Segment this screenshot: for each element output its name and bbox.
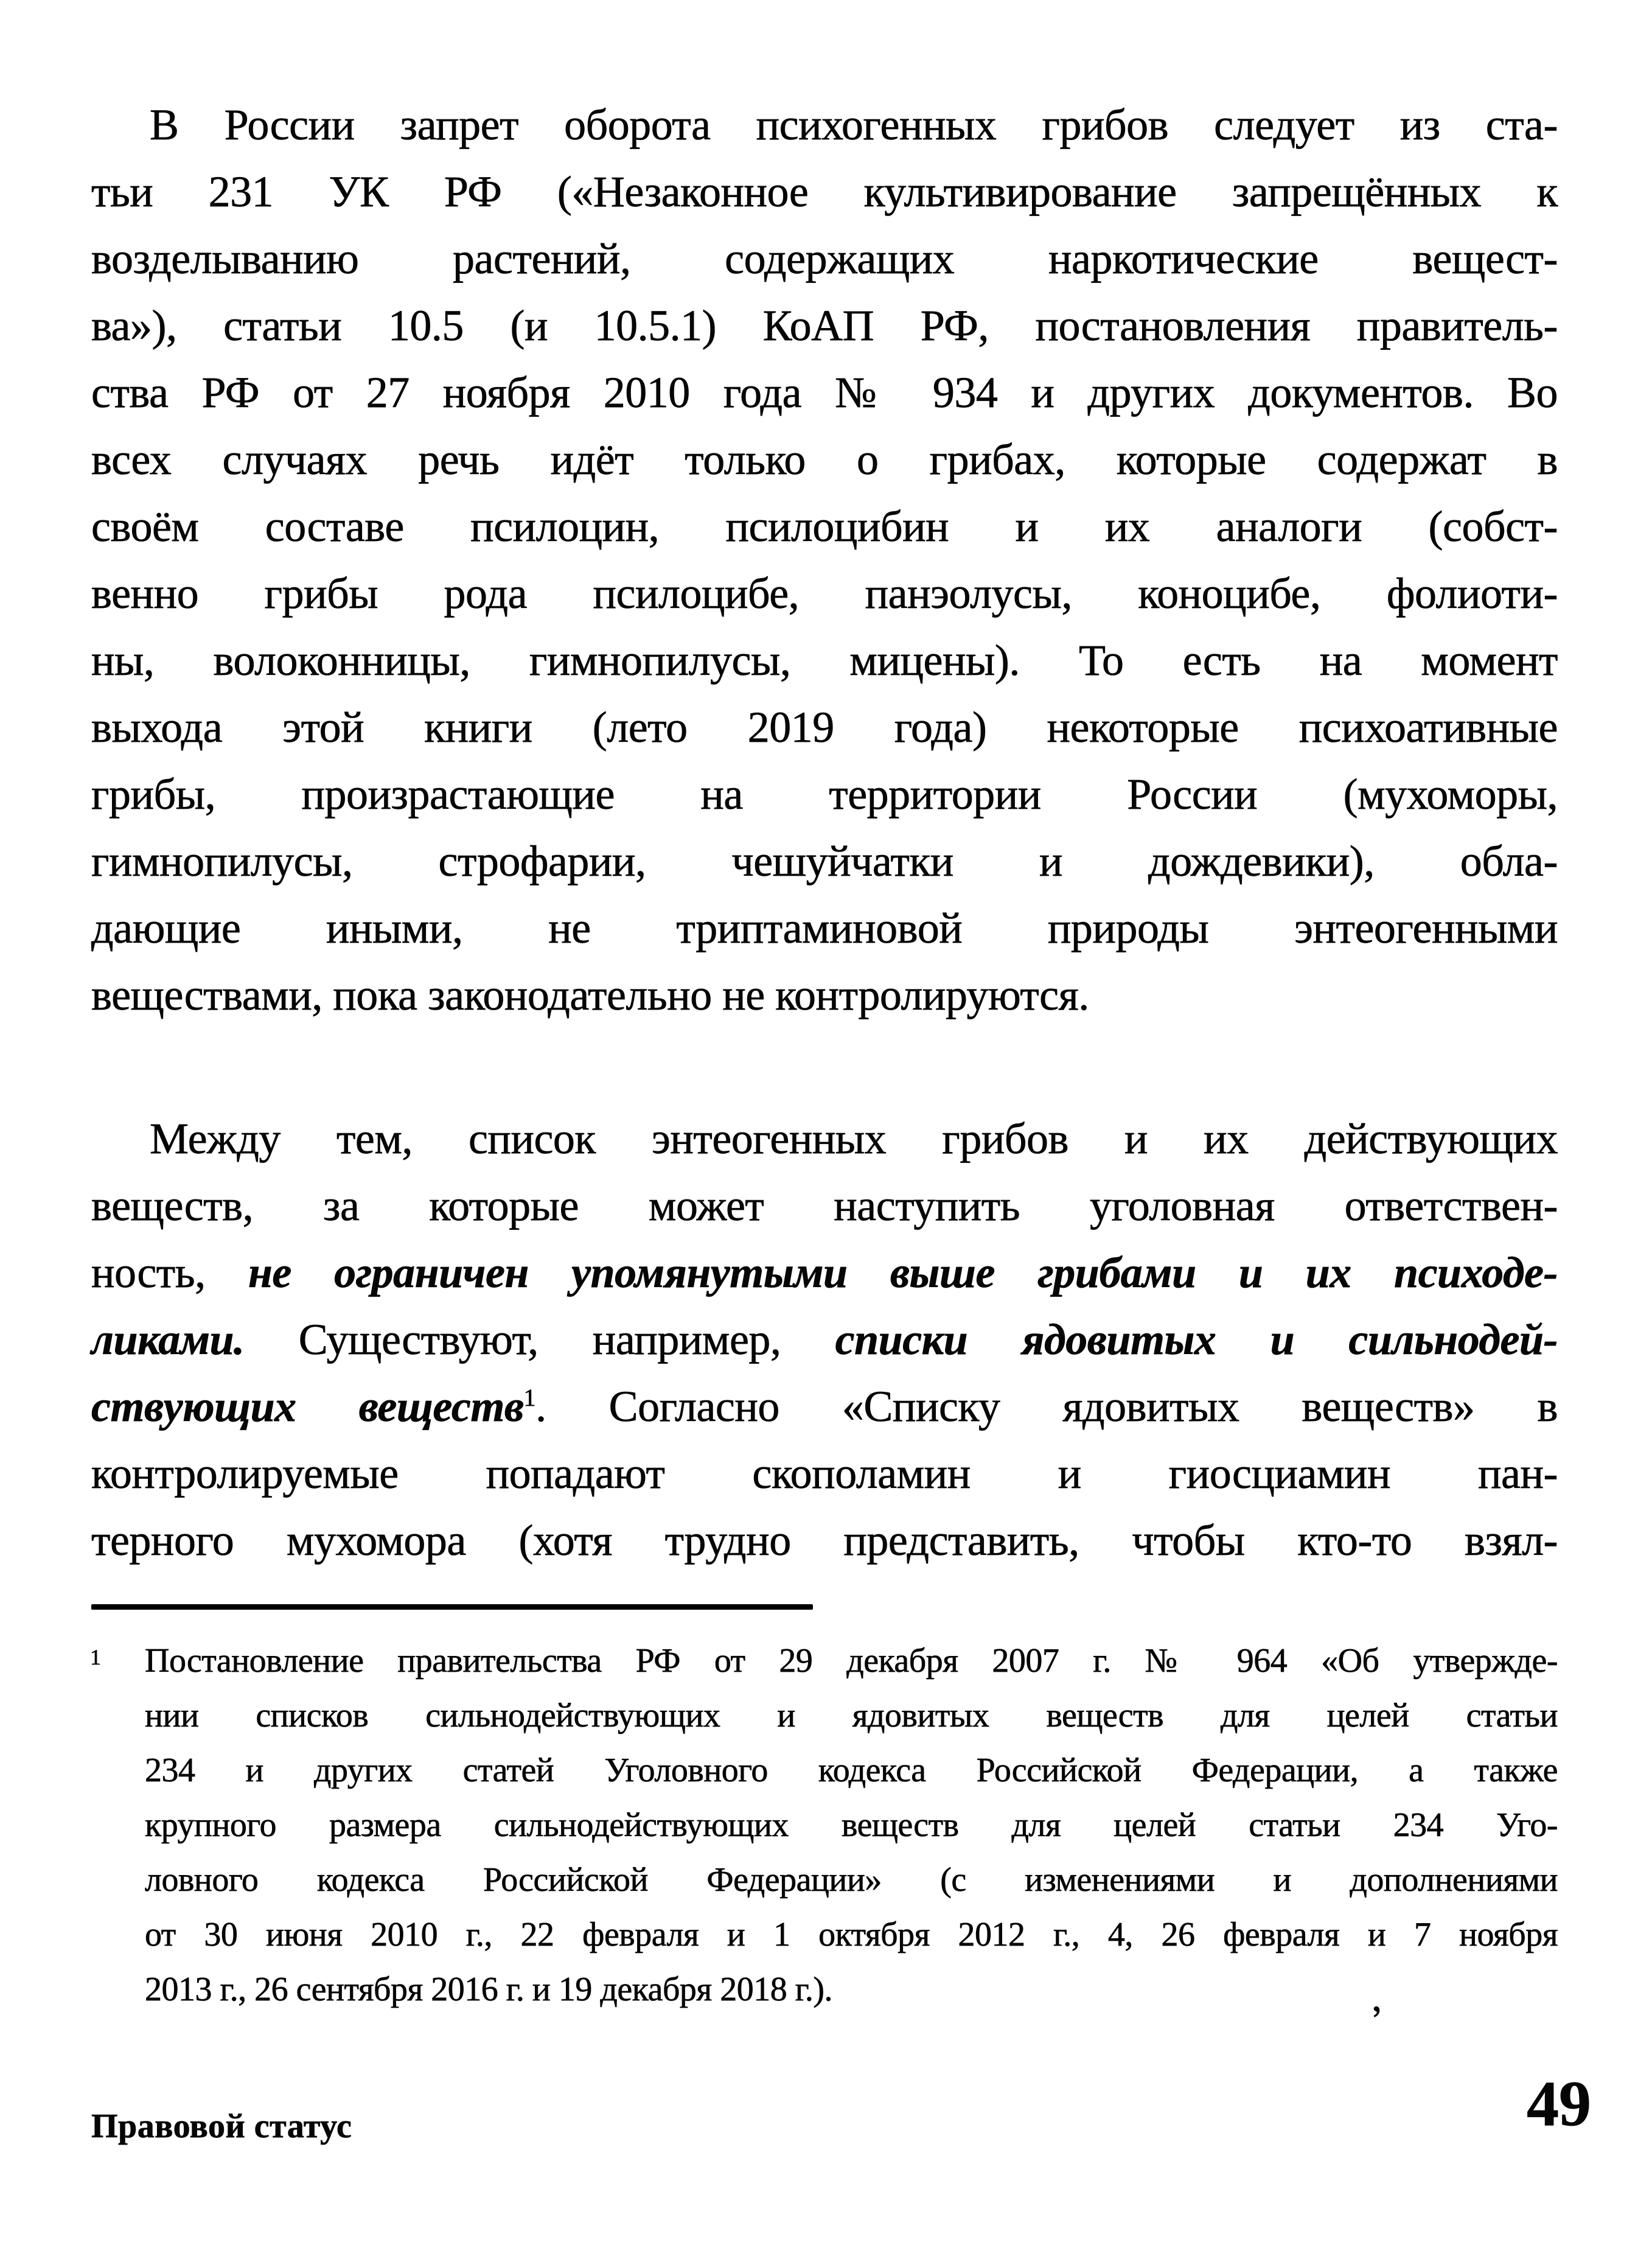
text-line: контролируемые попадают скополамин и гиосциамин пан- <box>91 1449 1558 1498</box>
emphasis-text: не ограничен упомянутыми выше грибами и их психоде- <box>248 1248 1558 1297</box>
regular-text: ность, <box>91 1248 248 1297</box>
footnote-text: Постановление правительства РФ от 29 декабря 2007 г. № 964 «Об утвержде- <box>145 1642 1558 1680</box>
running-footer-title: Правовой статус <box>91 2108 352 2145</box>
text-line: ства РФ от 27 ноября 2010 года № 934 и других документов. Во <box>91 368 1558 417</box>
text-line: своём составе псилоцин, псилоцибин и их аналоги (собст- <box>91 502 1558 551</box>
text-line: возделыванию растений, содержащих наркотические вещест- <box>91 234 1558 283</box>
emphasis-text: списки ядовитых и сильнодей- <box>835 1315 1558 1364</box>
text-line: гимнопилусы, строфарии, чешуйчатки и дождевики), обла- <box>91 837 1558 885</box>
text-line: дающие иными, не триптаминовой природы энтеогенными <box>91 904 1558 952</box>
text-line: всех случаях речь идёт только о грибах, которые содержат в <box>91 435 1558 484</box>
footnote-separator <box>91 1604 813 1610</box>
body-text <box>91 91 1558 1613</box>
text-line: ва»), статьи 10.5 (и 10.5.1) КоАП РФ, постановления правитель- <box>91 301 1558 350</box>
footnote-line: ловного кодекса Российской Федерации» (с изменениями и дополнениями <box>145 1861 1558 1899</box>
text-line: ны, волоконницы, гимнопилусы, мицены). То есть на момент <box>91 636 1558 685</box>
paragraph-2 <box>91 1105 1558 1574</box>
text-line: венно грибы рода псилоцибе, панэолусы, коноцибе, фолиоти- <box>91 569 1558 618</box>
emphasis-text: ликами. <box>91 1315 245 1364</box>
regular-text: . Согласно «Списку ядовитых веществ» в <box>535 1382 1558 1431</box>
footnote-line: от 30 июня 2010 г., 22 февраля и 1 октября 2012 г., 4, 26 февраля и 7 ноября <box>145 1916 1558 1954</box>
scan-artifact-mark: , <box>1367 1975 1383 2020</box>
page-number: 49 <box>1527 2068 1591 2139</box>
regular-text: Существуют, например, <box>244 1315 835 1364</box>
text-line: веществами, пока законодательно не контролируются. <box>91 971 1089 1019</box>
text-line <box>91 1306 1558 1373</box>
text-line: Между тем, список энтеогенных грибов и их действующих <box>150 1114 1558 1163</box>
text-line <box>91 1239 1558 1306</box>
text-line: тьи 231 УК РФ («Незаконное культивирование запрещённых к <box>91 167 1558 216</box>
emphasis-text: ствующих веществ <box>91 1382 524 1431</box>
footnote-line: крупного размера сильнодействующих веществ для целей статьи 234 Уго- <box>145 1806 1558 1844</box>
footnote-marker: 1 <box>90 1645 101 1669</box>
footnote-line: 2013 г., 26 сентября 2016 г. и 19 декабря 2018 г.). <box>145 1971 832 2008</box>
footnote-reference: 1 <box>523 1384 536 1411</box>
text-line: терного мухомора (хотя трудно представить, чтобы кто-то взял- <box>91 1516 1558 1565</box>
footnote-line: 234 и других статей Уголовного кодекса Российской Федерации, а также <box>145 1751 1558 1789</box>
text-line: веществ, за которые может наступить уголовная ответствен- <box>91 1181 1558 1230</box>
footnote-line <box>90 1633 1558 1688</box>
text-line: В России запрет оборота психогенных грибов следует из ста- <box>150 100 1558 149</box>
text-line <box>91 1373 1558 1440</box>
footnote <box>90 1633 1558 2017</box>
footnote-line: нии списков сильнодействующих и ядовитых веществ для целей статьи <box>145 1697 1558 1734</box>
text-line: выхода этой книги (лето 2019 года) некоторые психоативные <box>91 703 1558 752</box>
text-line: грибы, произрастающие на территории России (мухоморы, <box>91 770 1558 819</box>
paragraph-1 <box>91 91 1558 1028</box>
